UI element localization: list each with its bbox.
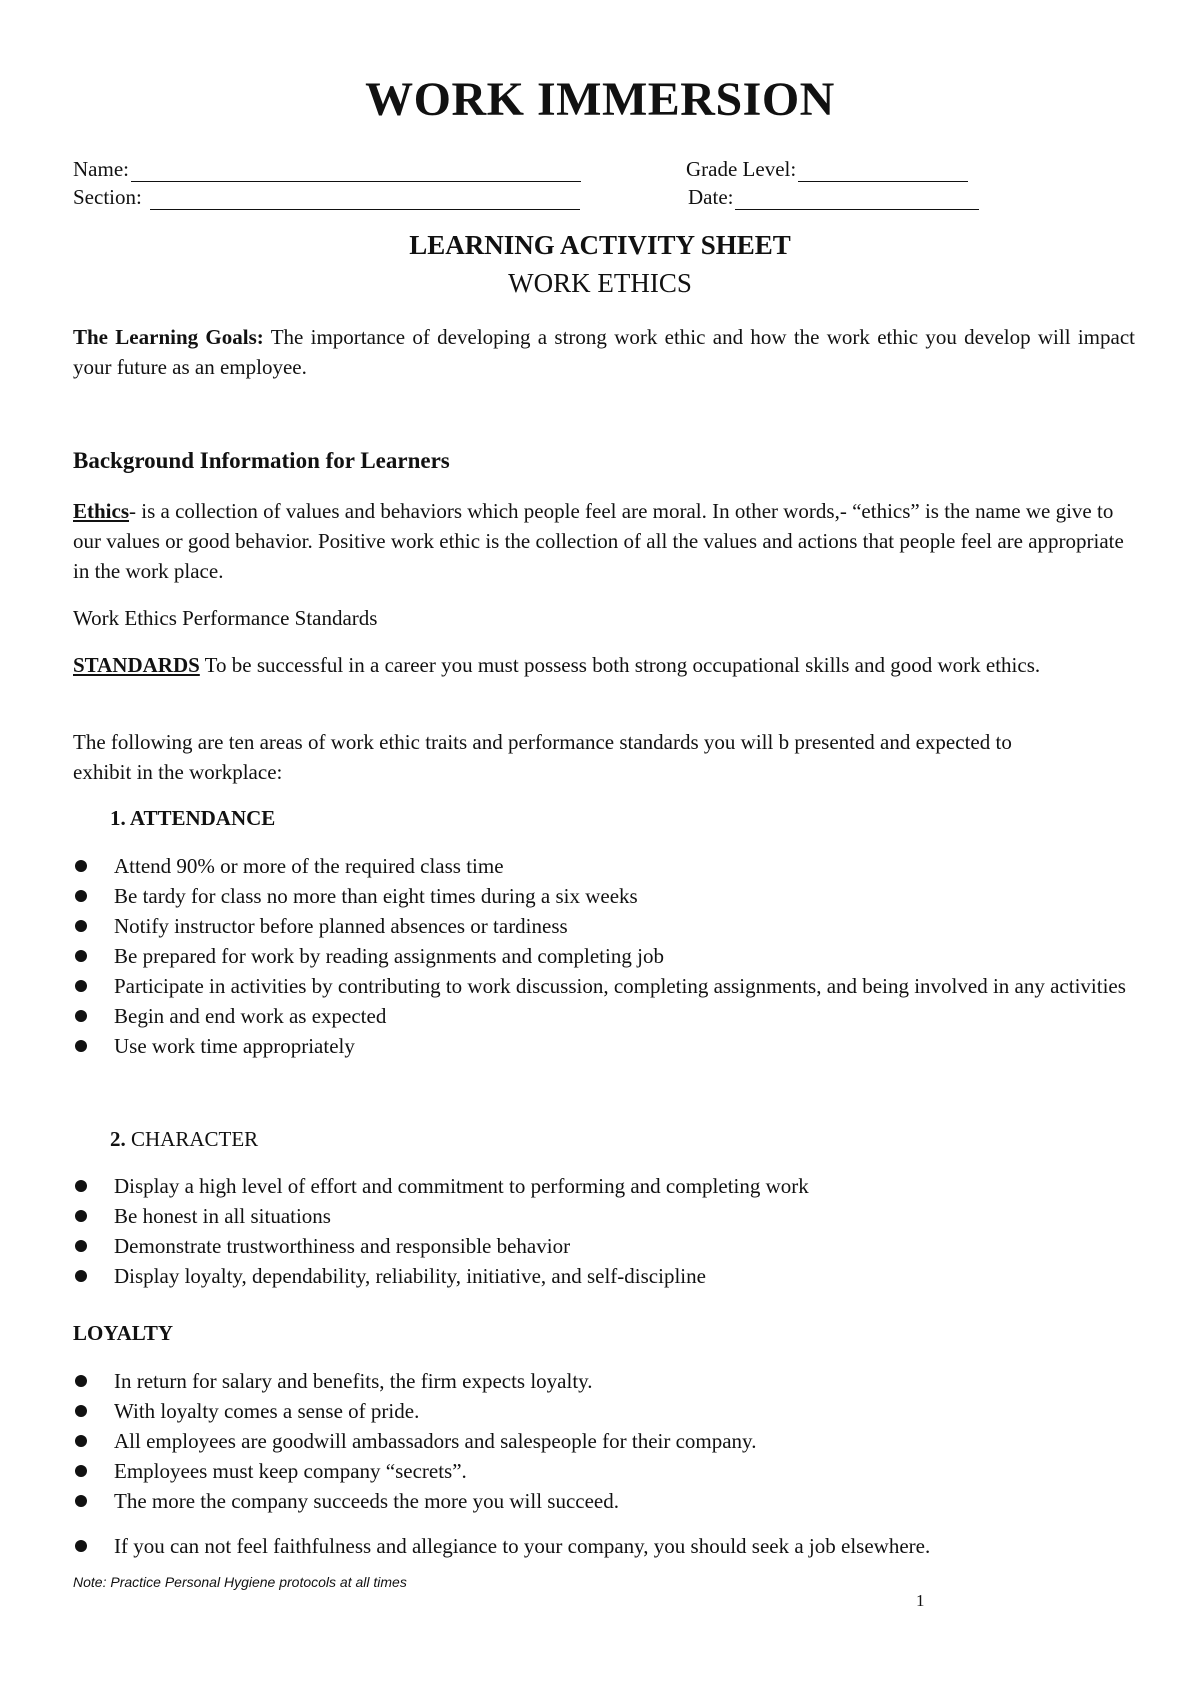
- footer-note: Note: Practice Personal Hygiene protocols at all times: [73, 1574, 407, 1590]
- list-item: [73, 971, 1133, 1001]
- name-label: Name:: [73, 157, 129, 181]
- section-field: [73, 185, 580, 210]
- bullet-icon: [75, 1375, 87, 1387]
- bullet-icon: [75, 1040, 87, 1052]
- page-number: 1: [916, 1591, 925, 1610]
- learning-goals-label: The Learning Goals:: [73, 325, 264, 349]
- list-item-text: Use work time appropriately: [114, 1034, 355, 1058]
- loyalty-heading: LOYALTY: [73, 1321, 173, 1345]
- bullet-icon: [75, 1465, 87, 1477]
- standards-term: STANDARDS: [73, 653, 200, 677]
- section-attendance-heading: [110, 803, 275, 833]
- list-item: [73, 911, 1133, 941]
- list-item-text: Display loyalty, dependability, reliability, initiative, and self-discipline: [114, 1264, 706, 1288]
- list-item: [73, 1261, 1133, 1291]
- document-title: WORK IMMERSION: [365, 73, 835, 126]
- list-item: [73, 1201, 1133, 1231]
- background-heading: Background Information for Learners: [73, 448, 450, 473]
- sheet-title: LEARNING ACTIVITY SHEET: [409, 230, 791, 260]
- list-item: [73, 1031, 1133, 1061]
- grade-level-field: [686, 157, 968, 182]
- date-line[interactable]: [735, 190, 979, 210]
- list-item: [73, 851, 1133, 881]
- name-line[interactable]: [131, 162, 581, 182]
- standards-text: To be successful in a career you must possess both strong occupational skills and good work ethics.: [199, 653, 1041, 677]
- date-field: [688, 185, 979, 210]
- list-item: [73, 1396, 1133, 1426]
- list-item: [73, 1171, 1133, 1201]
- section-2-title: CHARACTER: [131, 1127, 259, 1151]
- ethics-term: Ethics: [73, 499, 130, 523]
- bullet-icon: [75, 1495, 87, 1507]
- list-item-text: Display a high level of effort and commitment to performing and completing work: [114, 1174, 809, 1198]
- list-item-text: Notify instructor before planned absences or tardiness: [114, 914, 568, 938]
- name-field: [73, 157, 581, 182]
- bullet-icon: [75, 1240, 87, 1252]
- section-character-heading: [110, 1124, 258, 1154]
- learning-goals: [73, 322, 1135, 382]
- standards-paragraph: [73, 650, 1143, 680]
- list-item-text: Attend 90% or more of the required class time: [114, 854, 504, 878]
- ethics-text: - is a collection of values and behaviors which people feel are moral. In other words,- “ethics” is the name we give to our values or good behavior. Positive work ethic is the collection of all the values and actions that people feel are appropriate in the work place.: [73, 499, 1124, 583]
- list-item: [73, 1366, 1133, 1396]
- list-item: [73, 941, 1133, 971]
- bullet-icon: [75, 1540, 87, 1552]
- bullet-icon: [75, 1435, 87, 1447]
- list-item: [73, 1486, 1133, 1516]
- grade-level-label: Grade Level:: [686, 157, 797, 181]
- list-item: [73, 1231, 1133, 1261]
- attendance-list: [73, 851, 1133, 1061]
- list-item: [73, 881, 1133, 911]
- list-item-text: Begin and end work as expected: [114, 1004, 387, 1028]
- section-label: Section:: [73, 185, 142, 209]
- bullet-icon: [75, 920, 87, 932]
- list-item-text: With loyalty comes a sense of pride.: [114, 1399, 420, 1423]
- learning-goals-text: The importance of developing a strong work ethic and how the work ethic you develop will impact your future as an employee.: [73, 325, 1135, 379]
- standards-line: Work Ethics Performance Standards: [73, 606, 378, 630]
- loyalty-list: [73, 1366, 1133, 1516]
- list-item-text: Demonstrate trustworthiness and responsible behavior: [114, 1234, 571, 1258]
- list-item-text: Be honest in all situations: [114, 1204, 331, 1228]
- date-label: Date:: [688, 185, 734, 209]
- list-item-text: Be tardy for class no more than eight times during a six weeks: [114, 884, 638, 908]
- list-item-text: All employees are goodwill ambassadors and salespeople for their company.: [114, 1429, 757, 1453]
- list-item-text: Be prepared for work by reading assignments and completing job: [114, 944, 664, 968]
- bullet-icon: [75, 1210, 87, 1222]
- list-item-text: The more the company succeeds the more you will succeed.: [114, 1489, 619, 1513]
- intro-paragraph: The following are ten areas of work ethic traits and performance standards you will b presented and expected to exhibit in the workplace:: [73, 730, 1012, 784]
- list-item-text: Participate in activities by contributing to work discussion, completing assignments, and being involved in any activities: [114, 974, 1126, 998]
- bullet-icon: [75, 860, 87, 872]
- list-item: [73, 1001, 1133, 1031]
- bullet-icon: [75, 980, 87, 992]
- loyalty-last-list: [73, 1531, 1133, 1561]
- section-2-number: 2.: [110, 1127, 126, 1151]
- list-item: [73, 1426, 1133, 1456]
- grade-level-line[interactable]: [798, 162, 968, 182]
- character-list: [73, 1171, 1133, 1291]
- ethics-paragraph: [73, 496, 1143, 586]
- bullet-icon: [75, 1010, 87, 1022]
- bullet-icon: [75, 950, 87, 962]
- list-item-text: Employees must keep company “secrets”.: [114, 1459, 467, 1483]
- list-item-text: In return for salary and benefits, the firm expects loyalty.: [114, 1369, 593, 1393]
- bullet-icon: [75, 1270, 87, 1282]
- section-1-title: ATTENDANCE: [129, 806, 276, 830]
- section-line[interactable]: [150, 190, 580, 210]
- sheet-subtitle: WORK ETHICS: [508, 268, 692, 298]
- bullet-icon: [75, 1405, 87, 1417]
- section-1-number: 1.: [110, 806, 126, 830]
- list-item-text: If you can not feel faithfulness and allegiance to your company, you should seek a job elsewhere.: [114, 1534, 931, 1558]
- list-item: [73, 1531, 1133, 1561]
- bullet-icon: [75, 890, 87, 902]
- list-item: [73, 1456, 1133, 1486]
- bullet-icon: [75, 1180, 87, 1192]
